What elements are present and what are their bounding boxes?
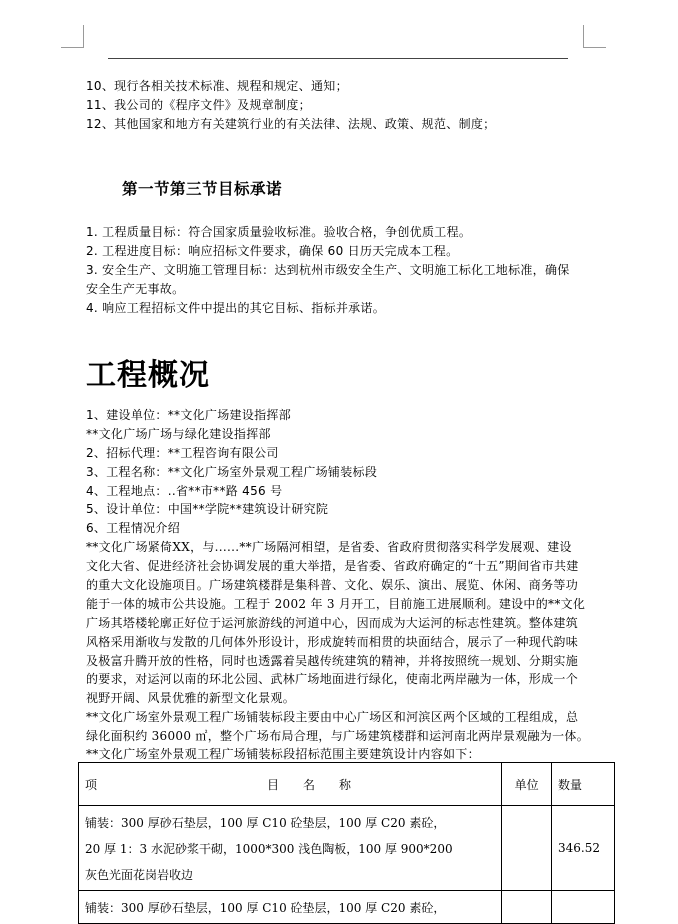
target-item: 安全生产无事故。 [86,282,185,296]
intro-line: **文化广场室外景观工程广场铺装标段招标范围主要建筑设计内容如下： [86,747,480,761]
table-row [79,891,615,924]
header-rule [108,58,568,59]
intro-line: 风格采用渐收与发散的几何体外形设计，形成旋转而相贯的块面结合，展示了一种现代韵味 [86,635,579,649]
page-corner-mark-right [583,25,606,48]
row-desc [79,891,502,924]
intro-line: 广场其塔楼轮廓正好位于运河旅游线的河道中心，因而成为大运河的标志性建筑。整体建筑 [86,616,579,630]
header-qty: 数量 [552,763,615,806]
row-unit [502,891,552,924]
overview-item: 5、设计单位：中国**学院**建筑设计研究院 [86,502,329,516]
table-row [79,806,615,891]
row-desc-line: 铺装：300 厚砂石垫层，100 厚 C10 砼垫层，100 厚 C20 素砼， [85,816,446,830]
reference-item: 10、现行各相关技术标准、规程和规定、通知； [86,79,348,93]
header-unit: 单位 [502,763,552,806]
row-unit [502,806,552,891]
overview-item: 6、工程情况介绍 [86,521,181,535]
target-item: 1. 工程质量目标：符合国家质量验收标准。验收合格，争创优质工程。 [86,225,472,239]
intro-line: **文化广场紧倚XX，与......**广场隔河相望，是省委、省政府贯彻落实科学发展观、建设 [86,540,572,554]
overview-item: 2、招标代理：**工程咨询有限公司 [86,446,279,460]
row-desc-line: 铺装：300 厚砂石垫层，100 厚 C10 砼垫层，100 厚 C20 素砼， [85,901,446,915]
intro-line: **文化广场室外景观工程广场铺装标段主要由中心广场区和河滨区两个区域的工程组成，总 [86,710,579,724]
overview-item: 1、建设单位：**文化广场建设指挥部 [86,408,292,422]
target-item: 4. 响应工程招标文件中提出的其它目标、指标并承诺。 [86,301,386,315]
row-desc-line: 20 厚 1：3 水泥砂浆干砌，1000*300 浅色陶板，100 厚 900*200 [85,842,453,856]
target-item: 2. 工程进度目标：响应招标文件要求，确保 60 日历天完成本工程。 [86,244,459,258]
intro-line: 的要求，对运河以南的环北公园、武林广场地面进行绿化，使南北两岸融为一体，形成一个 [86,672,579,686]
page-corner-mark-left [61,25,84,48]
intro-line: 绿化面积约 36000 ㎡，整个广场布局合理，与广场建筑楼群和运河南北两岸景观融为一体。 [86,729,590,743]
row-qty: 346.52 [552,806,615,891]
overview-item: 4、工程地点：..省**市**路 456 号 [86,484,283,498]
header-item-a: 项 [85,777,98,792]
overview-heading: 工程概况 [86,358,210,393]
intro-line: 能于一体的城市公共设施。工程于 2002 年 3 月开工，目前施工进展顺利。建设中的**文化 [86,597,586,611]
row-qty [552,891,615,924]
target-item: 3. 安全生产、文明施工管理目标：达到杭州市级安全生产、文明施工标化工地标准，确保 [86,263,570,277]
scope-table [78,762,615,924]
reference-item: 11、我公司的《程序文件》及规章制度； [86,98,311,112]
overview-item: **文化广场广场与绿化建设指挥部 [86,427,271,441]
intro-line: 视野开阔、风景优雅的新型文化景观。 [86,691,296,705]
intro-line: 文化大省、促进经济社会协调发展的重大举措，是省委、省政府确定的“十五”期间省市共建 [86,559,579,573]
intro-line: 及极富升腾开放的性格，同时也透露着吴越传统建筑的精神，并将按照统一规划、分期实施 [86,654,579,668]
row-desc [79,806,502,891]
section-title: 第一节第三节目标承诺 [122,180,283,198]
overview-item: 3、工程名称：**文化广场室外景观工程广场铺装标段 [86,465,378,479]
header-item-b: 目名称 [267,777,376,792]
row-desc-line: 灰色光面花岗岩收边 [85,868,194,882]
table-header-row [79,763,615,806]
intro-line: 的重大文化设施项目。广场建筑楼群是集科普、文化、娱乐、演出、展览、休闲、商务等功 [86,578,579,592]
header-item-name [79,763,502,806]
reference-item: 12、其他国家和地方有关建筑行业的有关法律、法规、政策、规范、制度； [86,117,496,131]
